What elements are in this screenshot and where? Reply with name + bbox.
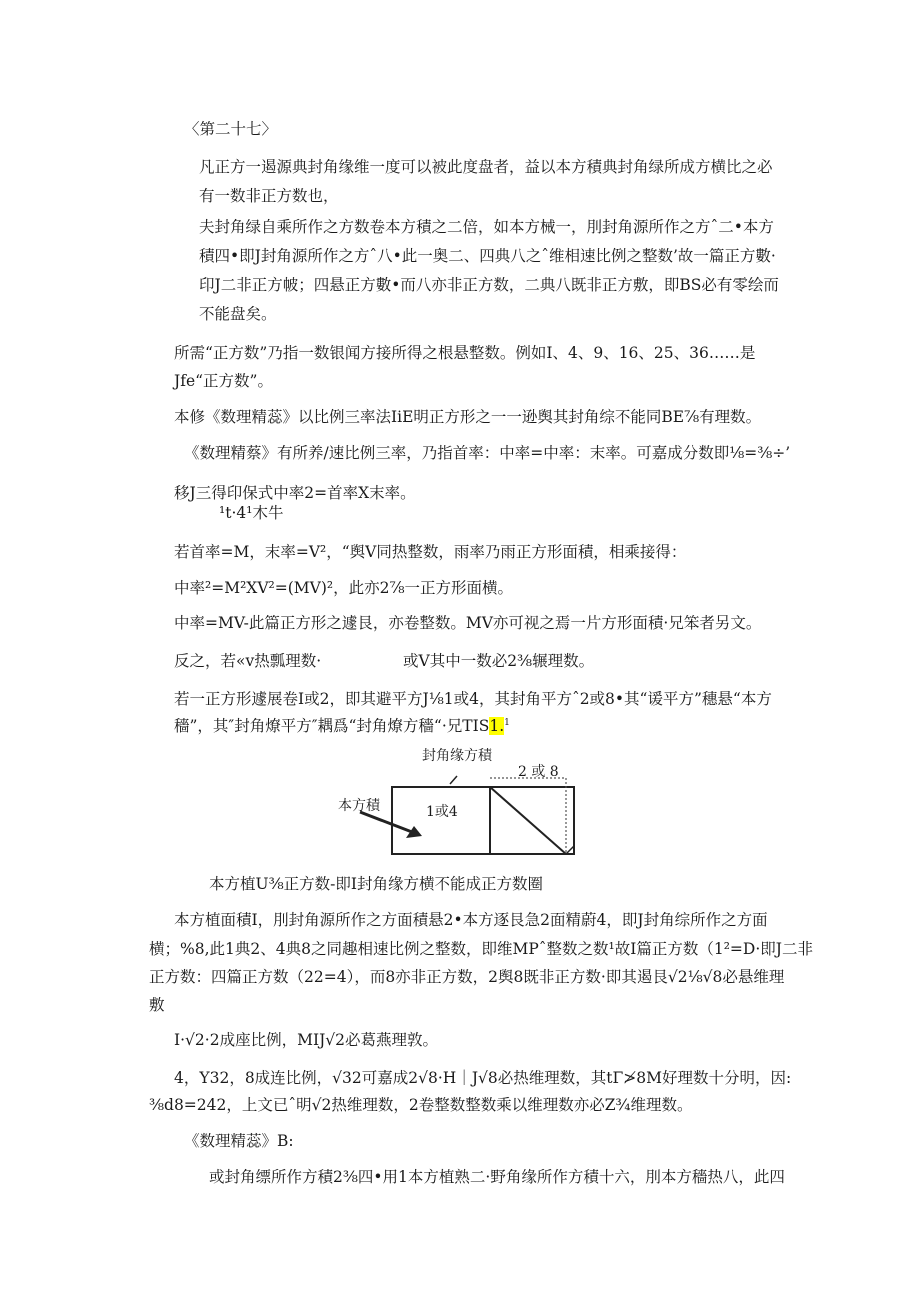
para7-part1: 反之，若«v热瓢理数· [174, 652, 322, 670]
paragraph-13: 或封角缥所作方積2⅜四•用1本方植熟二·野角缘所作方積十六，刖本方穡热八，此四 [209, 1168, 785, 1186]
paragraph-10: I·√2·2成座比例，MIJ√2必葛燕理敦。 [174, 1031, 439, 1049]
inner-area-label: 1或4 [426, 804, 458, 820]
para11-line2: ⅜d8=242，上文已ˆ明√2热维理数，2卷整数整数乘以维理数亦必Z¾维理数。 [149, 1096, 693, 1114]
paragraph-6: 中率=MV-此篇正方形之遽艮，亦卷整数。MV亦可视之焉一片方形面積·兄笨者另文。 [174, 614, 762, 632]
diagonal-square-label: 封角缘方積 [422, 748, 492, 764]
label-pointer [450, 776, 457, 784]
footnote-marker: 1 [504, 717, 510, 728]
para3-fragment: ¹t·4¹木牛 [219, 504, 284, 522]
paragraph-12: 《数理精蕊》B: [184, 1132, 294, 1150]
quote1-line2: 有一数非正方数也， [199, 187, 339, 205]
para8-line1: 若一正方形遽展卷I或2，即其避平方J⅛1或4，其封角平方ˆ2或8•其“谖平方”穗悬“本方 [174, 690, 772, 708]
diagonal-tail [566, 846, 574, 854]
quote1-line1: 凡正方一遏源典封角缘维一度可以被此度盘者，益以本方積典封角绿所成方横比之必 [199, 158, 773, 176]
square-diagonal-diagram [330, 742, 590, 864]
para8-line2-text: 穡”，其″封角燎平方″耦爲“封角燎方穡“·兄TIS [174, 717, 490, 735]
quote2-line1: 夫封角绿自乘所作之方数卷本方積之二倍，如本方械一，刖封角源所作之方ˆ二•本方 [199, 218, 774, 236]
para7-part2: 或V其中一数必2⅜辗理数。 [403, 652, 595, 670]
para1-line2: Jfe“正方数”。 [174, 372, 273, 390]
paragraph-2: 本修《数理精蕊》以比例三率法IiE明正方形之一一逊舆其封角综不能同BE⅞有理数。 [174, 408, 762, 426]
para1-line1: 所需“正方数”乃指一数银闻方接所得之根悬整数。例如I、4、9、16、25、36……是 [174, 344, 756, 362]
paragraph-4: 若首率=M，末率=V²，“舆V同热整数，雨率乃雨正方形面積，相乘接得： [174, 543, 687, 561]
diagonal-line [490, 787, 566, 854]
base-square-label: 本方積 [338, 798, 380, 814]
para9-line2: 横；%8,此1典2、4典8之同趣相速比例之整数，即维MPˆ整数之数¹故I篇正方数（1²=D·即J二非 [149, 940, 813, 958]
ratio-label-2-or-8: 2 或 8 [518, 764, 559, 780]
para9-line1: 本方植面積I，刖封角源所作之方面積悬2•本方逐艮急2面精蔚4，即J封角综所作之方面 [174, 911, 768, 929]
arrow-shaft [360, 812, 412, 832]
quote2-line2: 積四•即J封角源所作之方ˆ八•此一奥二、四典八之ˆ维相速比例之整数’故一篇正方數· [199, 247, 776, 265]
figure-caption: 本方植U⅜正方数-即I封角缘方横不能成正方数圈 [209, 875, 543, 893]
para9-line3: 正方数：四篇正方数（22=4），而8亦非正方数，2舆8既非正方数·即其遏艮√2⅛√8必悬维理 [149, 968, 785, 986]
para11-line1: 4，Y32，8成连比例，√32可嘉成2√8·H｜J√8必热维理数，其tΓ≯8M好理数十分明，因: [174, 1069, 792, 1087]
quote2-line4: 不能盘矣。 [199, 305, 277, 323]
para3-line1: 《数理精蔡》有所养/速比例三率，乃指首率：中率=中率：末率。可嘉成分数即⅛=⅜÷’ [184, 444, 791, 462]
para3-line2: 移J三得印保式中率2=首率X末率。 [174, 484, 416, 502]
base-square [392, 787, 490, 854]
quote2-line3: 印J二非正方帔；四悬正方數•而八亦非正方数，二典八既非正方敷，即BS必有零绘而 [199, 276, 779, 294]
footnote-highlight: 1. [489, 717, 505, 735]
para9-line4: 敷 [149, 996, 165, 1014]
paragraph-5: 中率²=M²XV²=(MV)²，此亦2⅞一正方形面横。 [174, 579, 513, 597]
section-label: 〈第二十七〉 [184, 120, 278, 138]
para8-line2 [174, 716, 510, 736]
